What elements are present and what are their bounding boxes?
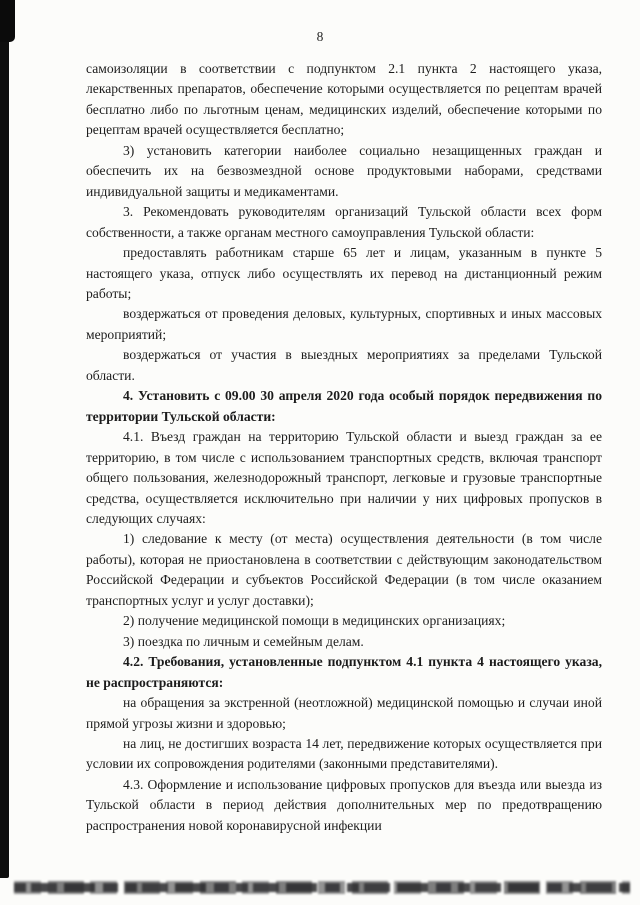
paragraph-item-2: 2) получение медицинской помощи в медицинских организациях; [123, 613, 506, 629]
paragraph-continuation: самоизоляции в соответствии с подпунктом 2.1 пункта 2 настоящего указа, лекарственных препаратов, обеспечение которыми осуществляется по рецептам врачей бесплатно либо по льготным ценам, медицинских изделий, обеспечение которыми по рецептам врачей осуществляется бесплатно; [86, 61, 602, 138]
paragraph: воздержаться от проведения деловых, культурных, спортивных и иных массовых мероприятий; [86, 306, 602, 342]
paragraph-item-3: 3) установить категории наиболее социально незащищенных граждан и обеспечить их на безвозмездной основе продуктовыми наборами, средствами индивидуальной защиты и медикаментами. [86, 142, 602, 199]
paragraph: на обращения за экстренной (неотложной) медицинской помощью и случаи иной прямой угрозы жизни и здоровью; [86, 695, 602, 731]
document-body [86, 59, 602, 836]
paragraph: воздержаться от участия в выездных мероприятиях за пределами Тульской области. [86, 347, 602, 383]
paragraph-item-3b: 3) поездка по личным и семейным делам. [123, 633, 364, 649]
scan-artifact-bottom-smear [14, 881, 630, 894]
paragraph: на лиц, не достигших возраста 14 лет, передвижение которых осуществляется при условии их сопровождения родителями (законными представителями). [86, 735, 602, 772]
paragraph-clause-4-1: 4.1. Въезд граждан на территорию Тульской области и выезд граждан за ее территорию, в том числе с использованием транспортных средств, включая транспорт общего пользования, железнодорожный транспорт, легковые и грузовые транспортные средства, осуществляется исключительно при наличии у них цифровых пропусков в следующих случаях: [86, 429, 602, 526]
paragraph-item-1: 1) следование к месту (от места) осуществления деятельности (в том числе работы), которая не приостановлена в соответствии с действующим законодательством Российской Федерации и субъектов Российской Федерации (в том числе оказанием транспортных услуг и услуг доставки); [86, 531, 602, 608]
scan-artifact-left-bar [0, 0, 9, 878]
page-number: 8 [316, 29, 324, 44]
paragraph-clause-3: 3. Рекомендовать руководителям организаций Тульской области всех форм собственности, а также органам местного самоуправления Тульской области: [86, 204, 602, 240]
paragraph-clause-4-2-heading: 4.2. Требования, установленные подпунктом 4.1 пункта 4 настоящего указа, не распространяются: [86, 654, 602, 690]
paragraph-clause-4-3: 4.3. Оформление и использование цифровых пропусков для въезда или выезда из Тульской области в период действия дополнительных мер по предотвращению распространения новой коронавирусной инфекции [86, 776, 602, 833]
paragraph: предоставлять работникам старше 65 лет и лицам, указанным в пункте 5 настоящего указа, отпуск либо осуществлять их перевод на дистанционный режим работы; [86, 245, 602, 301]
paragraph-clause-4-heading: 4. Установить с 09.00 30 апреля 2020 года особый порядок передвижения по территории Тульской области: [86, 388, 602, 424]
